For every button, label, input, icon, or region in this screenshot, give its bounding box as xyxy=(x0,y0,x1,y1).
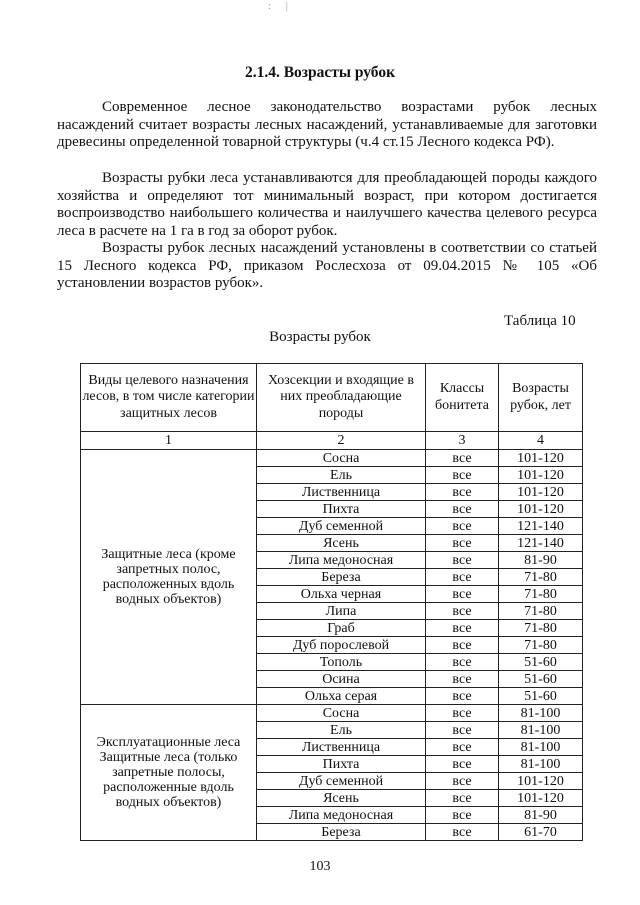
site-class-cell: все xyxy=(426,807,499,824)
cutting-age-cell: 101-120 xyxy=(499,790,583,807)
site-class-cell: все xyxy=(426,467,499,484)
site-class-cell: все xyxy=(426,484,499,501)
cutting-age-cell: 51-60 xyxy=(499,671,583,688)
cutting-age-cell: 81-100 xyxy=(499,705,583,722)
cutting-age-cell: 71-80 xyxy=(499,637,583,654)
species-cell: Липа xyxy=(257,603,426,620)
column-number: 3 xyxy=(426,432,499,450)
cutting-age-cell: 121-140 xyxy=(499,518,583,535)
species-cell: Тополь xyxy=(257,654,426,671)
cutting-age-cell: 81-90 xyxy=(499,807,583,824)
species-cell: Ясень xyxy=(257,535,426,552)
cutting-age-cell: 81-100 xyxy=(499,722,583,739)
header-species: Хозсекции и входящие в них преобладающие породы xyxy=(257,364,426,432)
cutting-age-cell: 71-80 xyxy=(499,569,583,586)
species-cell: Дуб семенной xyxy=(257,518,426,535)
site-class-cell: все xyxy=(426,739,499,756)
site-class-cell: все xyxy=(426,450,499,467)
table-row xyxy=(81,705,583,722)
site-class-cell: все xyxy=(426,518,499,535)
site-class-cell: все xyxy=(426,620,499,637)
cutting-age-cell: 71-80 xyxy=(499,620,583,637)
cutting-age-cell: 51-60 xyxy=(499,654,583,671)
site-class-cell: все xyxy=(426,824,499,841)
table-title: Возрасты рубок xyxy=(269,329,371,345)
cutting-age-cell: 101-120 xyxy=(499,484,583,501)
cutting-age-cell: 71-80 xyxy=(499,586,583,603)
site-class-cell: все xyxy=(426,569,499,586)
site-class-cell: все xyxy=(426,603,499,620)
species-cell: Ольха черная xyxy=(257,586,426,603)
cutting-age-cell: 51-60 xyxy=(499,688,583,705)
species-cell: Сосна xyxy=(257,450,426,467)
site-class-cell: все xyxy=(426,552,499,569)
species-cell: Липа медоносная xyxy=(257,807,426,824)
site-class-cell: все xyxy=(426,688,499,705)
cutting-age-cell: 81-100 xyxy=(499,739,583,756)
page-number: 103 xyxy=(309,859,331,874)
site-class-cell: все xyxy=(426,756,499,773)
site-class-cell: все xyxy=(426,535,499,552)
species-cell: Пихта xyxy=(257,756,426,773)
cutting-age-cell: 101-120 xyxy=(499,773,583,790)
forest-purpose-cell: Защитные леса (кроме запретных полос, расположенных вдоль водных объектов) xyxy=(81,450,257,705)
species-cell: Сосна xyxy=(257,705,426,722)
cutting-age-cell: 121-140 xyxy=(499,535,583,552)
cutting-age-cell: 101-120 xyxy=(499,467,583,484)
paragraph-2: Возрасты рубки леса устанавливаются для преобладающей породы каждого хозяйства и определяют тот минимальный возраст, при котором достигается воспроизводство наибольшего количества и наилучшего качества целевого ресурса леса в расчете на 1 га в год за оборот рубок. xyxy=(57,170,597,239)
paragraph-1: Современное лесное законодательство возрастами рубок лесных насаждений считает возрасты лесных насаждений, устанавливаемые для заготовки древесины определенной товарной структуры (ч.4 ст.15 Лесного кодекса РФ). xyxy=(57,99,597,150)
species-cell: Ель xyxy=(257,722,426,739)
species-cell: Пихта xyxy=(257,501,426,518)
species-cell: Береза xyxy=(257,824,426,841)
species-cell: Осина xyxy=(257,671,426,688)
cutting-age-cell: 81-90 xyxy=(499,552,583,569)
site-class-cell: все xyxy=(426,586,499,603)
column-number: 2 xyxy=(257,432,426,450)
header-class: Классы бонитета xyxy=(426,364,499,432)
site-class-cell: все xyxy=(426,654,499,671)
cutting-age-cell: 61-70 xyxy=(499,824,583,841)
site-class-cell: все xyxy=(426,773,499,790)
species-cell: Липа медоносная xyxy=(257,552,426,569)
column-number: 4 xyxy=(499,432,583,450)
column-number: 1 xyxy=(81,432,257,450)
scan-marks: : | xyxy=(268,0,295,12)
cutting-age-cell: 81-100 xyxy=(499,756,583,773)
species-cell: Ель xyxy=(257,467,426,484)
species-cell: Лиственница xyxy=(257,739,426,756)
site-class-cell: все xyxy=(426,722,499,739)
cutting-age-cell: 101-120 xyxy=(499,501,583,518)
species-cell: Лиственница xyxy=(257,484,426,501)
species-cell: Ясень xyxy=(257,790,426,807)
section-heading: 2.1.4. Возрасты рубок xyxy=(244,64,396,81)
paragraph-3: Возрасты рубок лесных насаждений установлены в соответствии со статьей 15 Лесного кодекса РФ, приказом Рослесхоза от 09.04.2015 № 105 «Об установлении возрастов рубок». xyxy=(57,240,597,291)
forest-purpose-cell: Эксплуатационные леса Защитные леса (только запретные полосы, расположенные вдоль водных объектов) xyxy=(81,705,257,841)
cutting-age-cell: 71-80 xyxy=(499,603,583,620)
cutting-age-table xyxy=(80,363,583,841)
site-class-cell: все xyxy=(426,671,499,688)
site-class-cell: все xyxy=(426,705,499,722)
site-class-cell: все xyxy=(426,501,499,518)
species-cell: Береза xyxy=(257,569,426,586)
header-age: Возрасты рубок, лет xyxy=(499,364,583,432)
site-class-cell: все xyxy=(426,790,499,807)
species-cell: Ольха серая xyxy=(257,688,426,705)
species-cell: Дуб семенной xyxy=(257,773,426,790)
species-cell: Дуб порослевой xyxy=(257,637,426,654)
table-row xyxy=(81,450,583,467)
cutting-age-cell: 101-120 xyxy=(499,450,583,467)
table-number: Таблица 10 xyxy=(504,313,576,329)
header-purpose: Виды целевого назначения лесов, в том числе категории защитных лесов xyxy=(81,364,257,432)
species-cell: Граб xyxy=(257,620,426,637)
site-class-cell: все xyxy=(426,637,499,654)
